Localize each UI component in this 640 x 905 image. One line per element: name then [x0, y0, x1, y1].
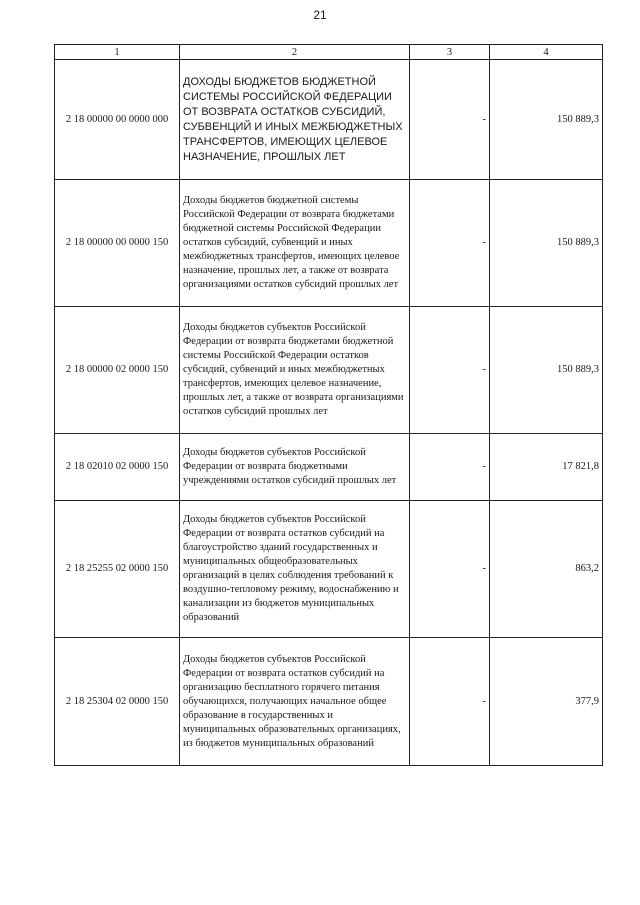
row-name: Доходы бюджетов субъектов Российской Федерации от возврата бюджетами бюджетной системы Российской Федерации остатков субсидий, субвенций и иных межбюджетных трансфертов, имеющих целевое назначение, прошлых лет, а также от возврата организациями остатков субсидий прошлых лет: [180, 307, 410, 434]
row-col3: -: [410, 180, 490, 307]
table-header-row: [55, 45, 603, 60]
row-name: Доходы бюджетов субъектов Российской Федерации от возврата бюджетными учреждениями остатков субсидий прошлых лет: [180, 434, 410, 501]
row-code: 2 18 00000 00 0000 150: [55, 180, 180, 307]
row-code: 2 18 00000 02 0000 150: [55, 307, 180, 434]
table-row: [55, 307, 603, 434]
row-amount: 150 889,3: [490, 180, 603, 307]
table-row: [55, 180, 603, 307]
revenue-table: [54, 44, 603, 766]
column-header-3: 3: [410, 45, 490, 60]
row-amount: 17 821,8: [490, 434, 603, 501]
page-number: 21: [313, 8, 327, 22]
row-col3: -: [410, 307, 490, 434]
row-amount: 150 889,3: [490, 60, 603, 180]
row-name: ДОХОДЫ БЮДЖЕТОВ БЮДЖЕТНОЙ СИСТЕМЫ РОССИЙСКОЙ ФЕДЕРАЦИИ ОТ ВОЗВРАТА ОСТАТКОВ СУБСИДИЙ, СУБВЕНЦИЙ И ИНЫХ МЕЖБЮДЖЕТНЫХ ТРАНСФЕРТОВ, ИМЕЮЩИХ ЦЕЛЕВОЕ НАЗНАЧЕНИЕ, ПРОШЛЫХ ЛЕТ: [180, 60, 410, 180]
column-header-2: 2: [180, 45, 410, 60]
row-col3: -: [410, 638, 490, 766]
table-row: [55, 638, 603, 766]
row-code: 2 18 00000 00 0000 000: [55, 60, 180, 180]
row-amount: 377,9: [490, 638, 603, 766]
row-col3: -: [410, 60, 490, 180]
column-header-1: 1: [55, 45, 180, 60]
table-row: [55, 501, 603, 638]
row-col3: -: [410, 434, 490, 501]
row-amount: 863,2: [490, 501, 603, 638]
row-amount: 150 889,3: [490, 307, 603, 434]
column-header-4: 4: [490, 45, 603, 60]
table-row: [55, 434, 603, 501]
table-row: [55, 60, 603, 180]
row-name: Доходы бюджетов субъектов Российской Федерации от возврата остатков субсидий на благоустройство зданий государственных и муниципальных общеобразовательных организаций в целях соблюдения требований к воздушно-тепловому режиму, водоснабжению и канализации из бюджетов муниципальных образований: [180, 501, 410, 638]
row-code: 2 18 25304 02 0000 150: [55, 638, 180, 766]
row-col3: -: [410, 501, 490, 638]
row-code: 2 18 25255 02 0000 150: [55, 501, 180, 638]
row-code: 2 18 02010 02 0000 150: [55, 434, 180, 501]
row-name: Доходы бюджетов субъектов Российской Федерации от возврата остатков субсидий на организацию бесплатного горячего питания обучающихся, получающих начальное общее образование в государственных и муниципальных образовательных организациях, из бюджетов муниципальных образований: [180, 638, 410, 766]
row-name: Доходы бюджетов бюджетной системы Российской Федерации от возврата бюджетами бюджетной системы Российской Федерации остатков субсидий, субвенций и иных межбюджетных трансфертов, имеющих целевое назначение, прошлых лет, а также от возврата организациями остатков субсидий прошлых лет: [180, 180, 410, 307]
